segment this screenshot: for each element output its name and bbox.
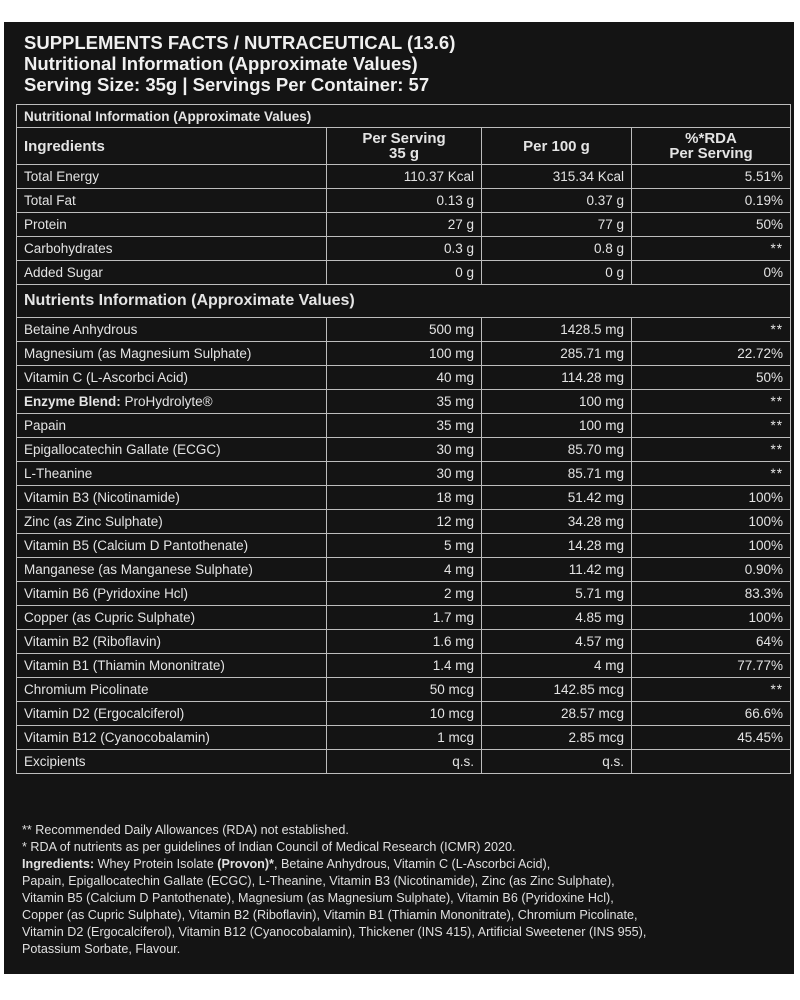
ingredient-name: Papain — [17, 414, 327, 438]
ingredient-name: Vitamin B3 (Nicotinamide) — [17, 486, 327, 510]
nutrition-row — [17, 189, 791, 213]
ingredient-name: Magnesium (as Magnesium Sulphate) — [17, 342, 327, 366]
per-serving-value: 40 mg — [327, 366, 482, 390]
per-serving-value: 1.4 mg — [327, 654, 482, 678]
per-100g-value: 0.37 g — [482, 189, 632, 213]
per-100g-value: 28.57 mcg — [482, 702, 632, 726]
nutrient-row — [17, 630, 791, 654]
per-serving-value: 0.3 g — [327, 237, 482, 261]
per-100g-value: 85.71 mg — [482, 462, 632, 486]
ingredients-label: Ingredients: — [22, 857, 95, 871]
col-header-rda-sub: Per Serving — [669, 145, 753, 162]
per-100g-value: 2.85 mcg — [482, 726, 632, 750]
per-serving-value: 35 mg — [327, 414, 482, 438]
rda-value: 83.3% — [632, 582, 791, 606]
per-100g-value: 0.8 g — [482, 237, 632, 261]
per-100g-value: 77 g — [482, 213, 632, 237]
rda-value: ** — [632, 678, 791, 702]
enzyme-blend-per-serving: 35 mg — [327, 390, 482, 414]
nutrient-row — [17, 702, 791, 726]
rda-value: 100% — [632, 510, 791, 534]
rda-value: 0.19% — [632, 189, 791, 213]
per-100g-value: 85.70 mg — [482, 438, 632, 462]
per-serving-value: 1.7 mg — [327, 606, 482, 630]
ingredient-name: Vitamin D2 (Ergocalciferol) — [17, 702, 327, 726]
nutrient-row — [17, 414, 791, 438]
ingredient-name: Carbohydrates — [17, 237, 327, 261]
col-header-serving-size: 35 g — [388, 145, 419, 162]
ingredient-name: Added Sugar — [17, 261, 327, 285]
rda-value — [632, 750, 791, 774]
col-header-per-serving-label: Per Serving — [362, 130, 446, 147]
rda-value: 77.77% — [632, 654, 791, 678]
nutrient-row — [17, 750, 791, 774]
ingredient-name: Protein — [17, 213, 327, 237]
nutrient-row — [17, 510, 791, 534]
rda-value: ** — [632, 462, 791, 486]
ingredient-name: Vitamin C (L-Ascorbci Acid) — [17, 366, 327, 390]
ingredient-name: Vitamin B6 (Pyridoxine Hcl) — [17, 582, 327, 606]
rda-value: ** — [632, 237, 791, 261]
col-header-per-100g: Per 100 g — [482, 128, 632, 165]
col-header-rda — [632, 128, 791, 165]
ingredients-line-5: Vitamin D2 (Ergocalciferol), Vitamin B12 (Cyanocobalamin), Thickener (INS 415), Artificial Sweetener (INS 955), — [22, 925, 647, 939]
per-100g-value: q.s. — [482, 750, 632, 774]
per-serving-value: 30 mg — [327, 438, 482, 462]
rda-value: 5.51% — [632, 165, 791, 189]
rda-value: 100% — [632, 486, 791, 510]
nutrition-row — [17, 261, 791, 285]
nutrient-row — [17, 678, 791, 702]
rda-value: 50% — [632, 213, 791, 237]
ingredients-line-1 — [22, 856, 782, 873]
per-serving-value: 12 mg — [327, 510, 482, 534]
per-serving-value: 500 mg — [327, 318, 482, 342]
nutrient-row — [17, 606, 791, 630]
nutrients-section-title: Nutrients Information (Approximate Values) — [17, 285, 791, 318]
rda-value: 0% — [632, 261, 791, 285]
footnote-rda-source: * RDA of nutrients as per guidelines of Indian Council of Medical Research (ICMR) 2020. — [22, 840, 516, 854]
per-100g-value: 100 mg — [482, 414, 632, 438]
per-serving-value: q.s. — [327, 750, 482, 774]
ingredients-line-2: Papain, Epigallocatechin Gallate (ECGC), L-Theanine, Vitamin B3 (Nicotinamide), Zinc (as Zinc Sulphate), — [22, 874, 615, 888]
col-header-ingredients: Ingredients — [17, 128, 327, 165]
per-100g-value: 0 g — [482, 261, 632, 285]
enzyme-blend-rda: ** — [632, 390, 791, 414]
per-serving-value: 100 mg — [327, 342, 482, 366]
nutrient-row — [17, 366, 791, 390]
per-100g-value: 5.71 mg — [482, 582, 632, 606]
per-100g-value: 4.57 mg — [482, 630, 632, 654]
ingredient-name: Betaine Anhydrous — [17, 318, 327, 342]
label-header — [24, 32, 784, 95]
nutrition-row — [17, 165, 791, 189]
nutrient-row — [17, 558, 791, 582]
per-serving-value: 2 mg — [327, 582, 482, 606]
rda-value: ** — [632, 414, 791, 438]
ingredient-name: Vitamin B2 (Riboflavin) — [17, 630, 327, 654]
enzyme-blend-name: ProHydrolyte® — [124, 394, 213, 409]
serving-info: Serving Size: 35g | Servings Per Container: 57 — [24, 74, 430, 95]
rda-value: ** — [632, 438, 791, 462]
per-100g-value: 285.71 mg — [482, 342, 632, 366]
per-100g-value: 14.28 mg — [482, 534, 632, 558]
footnote-rda-not-established: ** Recommended Daily Allowances (RDA) not established. — [22, 823, 349, 837]
ingredient-name: Total Energy — [17, 165, 327, 189]
nutrition-table-body — [17, 105, 791, 774]
per-serving-value: 1 mcg — [327, 726, 482, 750]
ingredient-name: Zinc (as Zinc Sulphate) — [17, 510, 327, 534]
label-title: SUPPLEMENTS FACTS / NUTRACEUTICAL (13.6) — [24, 32, 456, 53]
per-serving-value: 0 g — [327, 261, 482, 285]
ingredient-name: Manganese (as Manganese Sulphate) — [17, 558, 327, 582]
enzyme-blend-per-100g: 100 mg — [482, 390, 632, 414]
ingredients-line-4: Copper (as Cupric Sulphate), Vitamin B2 (Riboflavin), Vitamin B1 (Thiamin Mononitrate), Chromium Picolinate, — [22, 908, 638, 922]
enzyme-blend-label: Enzyme Blend: — [24, 394, 121, 409]
nutrients-section-row — [17, 285, 791, 318]
nutrient-row — [17, 486, 791, 510]
per-100g-value: 4 mg — [482, 654, 632, 678]
nutrient-row — [17, 318, 791, 342]
per-serving-value: 1.6 mg — [327, 630, 482, 654]
rda-value: 22.72% — [632, 342, 791, 366]
enzyme-blend-cell — [17, 390, 327, 414]
nutrient-row — [17, 654, 791, 678]
ingredients-text-1a: Whey Protein Isolate — [97, 857, 214, 871]
nutrient-row — [17, 438, 791, 462]
ingredients-brand: (Provon)* — [217, 857, 274, 871]
ingredient-name: Vitamin B12 (Cyanocobalamin) — [17, 726, 327, 750]
per-100g-value: 51.42 mg — [482, 486, 632, 510]
rda-value: 45.45% — [632, 726, 791, 750]
ingredient-name: Excipients — [17, 750, 327, 774]
ingredient-name: Copper (as Cupric Sulphate) — [17, 606, 327, 630]
nutrient-row — [17, 342, 791, 366]
col-header-per-serving — [327, 128, 482, 165]
per-serving-value: 5 mg — [327, 534, 482, 558]
per-100g-value: 1428.5 mg — [482, 318, 632, 342]
supplement-facts-panel — [4, 22, 794, 974]
ingredient-name: L-Theanine — [17, 462, 327, 486]
per-serving-value: 50 mcg — [327, 678, 482, 702]
col-header-rda-label: %*RDA — [685, 130, 737, 147]
per-100g-value: 11.42 mg — [482, 558, 632, 582]
per-serving-value: 0.13 g — [327, 189, 482, 213]
per-serving-value: 18 mg — [327, 486, 482, 510]
table-caption: Nutritional Information (Approximate Values) — [17, 105, 791, 128]
per-100g-value: 34.28 mg — [482, 510, 632, 534]
ingredient-name: Epigallocatechin Gallate (ECGC) — [17, 438, 327, 462]
table-caption-row — [17, 105, 791, 128]
nutrition-table — [16, 104, 791, 774]
nutrient-row — [17, 582, 791, 606]
ingredient-name: Total Fat — [17, 189, 327, 213]
per-serving-value: 30 mg — [327, 462, 482, 486]
footnotes — [22, 822, 782, 958]
rda-value: 0.90% — [632, 558, 791, 582]
ingredient-name: Chromium Picolinate — [17, 678, 327, 702]
rda-value: 100% — [632, 534, 791, 558]
nutrient-row — [17, 534, 791, 558]
ingredient-name: Vitamin B1 (Thiamin Mononitrate) — [17, 654, 327, 678]
rda-value: 66.6% — [632, 702, 791, 726]
nutrition-row — [17, 237, 791, 261]
column-header-row — [17, 128, 791, 165]
label-subtitle: Nutritional Information (Approximate Values) — [24, 53, 418, 74]
rda-value: 50% — [632, 366, 791, 390]
per-100g-value: 315.34 Kcal — [482, 165, 632, 189]
rda-value: 100% — [632, 606, 791, 630]
rda-value: 64% — [632, 630, 791, 654]
per-100g-value: 4.85 mg — [482, 606, 632, 630]
per-serving-value: 110.37 Kcal — [327, 165, 482, 189]
per-100g-value: 114.28 mg — [482, 366, 632, 390]
nutrient-row — [17, 726, 791, 750]
ingredients-line-3: Vitamin B5 (Calcium D Pantothenate), Magnesium (as Magnesium Sulphate), Vitamin B6 (Pyridoxine Hcl), — [22, 891, 614, 905]
ingredient-name: Vitamin B5 (Calcium D Pantothenate) — [17, 534, 327, 558]
per-serving-value: 27 g — [327, 213, 482, 237]
per-100g-value: 142.85 mcg — [482, 678, 632, 702]
nutrient-row — [17, 462, 791, 486]
rda-value: ** — [632, 318, 791, 342]
nutrition-row — [17, 213, 791, 237]
ingredients-text-1b: , Betaine Anhydrous, Vitamin C (L-Ascorbci Acid), — [273, 857, 551, 871]
ingredients-line-6: Potassium Sorbate, Flavour. — [22, 942, 181, 956]
per-serving-value: 4 mg — [327, 558, 482, 582]
enzyme-blend-row — [17, 390, 791, 414]
per-serving-value: 10 mcg — [327, 702, 482, 726]
